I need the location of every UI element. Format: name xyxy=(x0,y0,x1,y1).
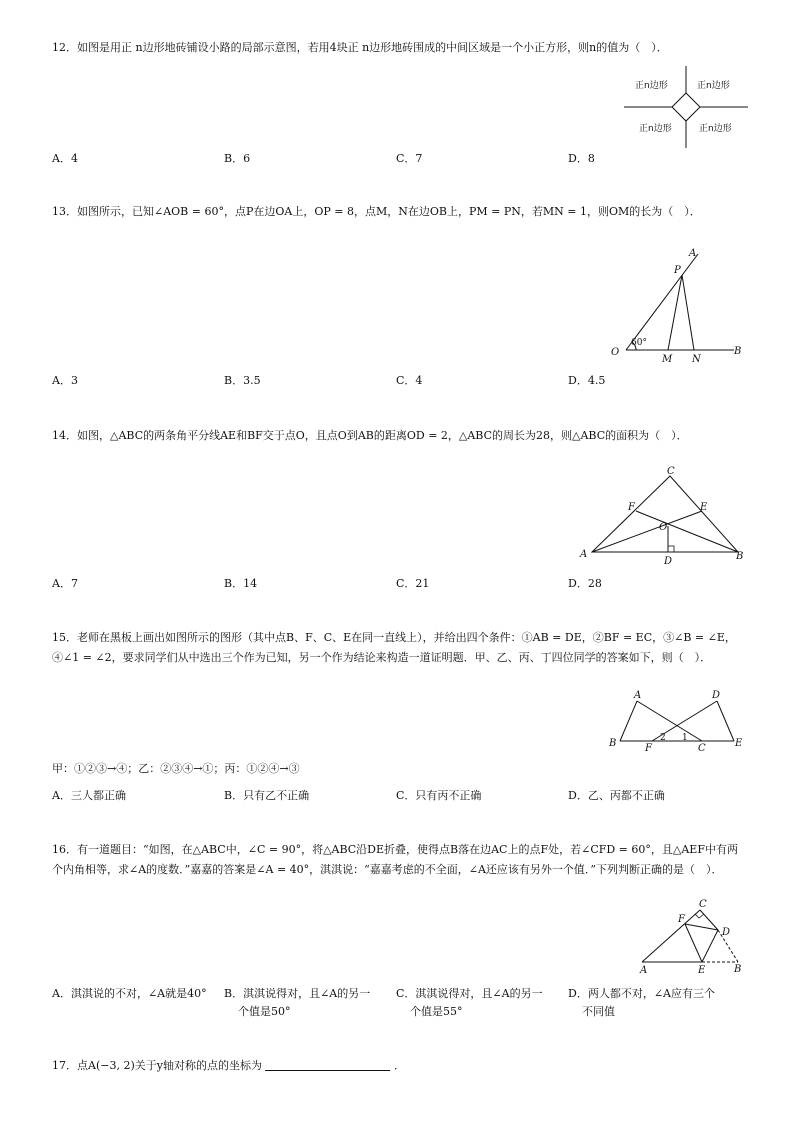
q17-end: ． xyxy=(393,1059,405,1072)
option-a: A．7 xyxy=(52,577,78,590)
label-n: N xyxy=(692,354,701,365)
option-b: B．3.5 xyxy=(224,374,261,387)
label-b: B xyxy=(734,346,742,357)
label-c: C xyxy=(698,743,706,754)
q15-answers: 甲：①②③→④；乙：②③④→①；丙：①②④→③ xyxy=(52,762,300,775)
label-a: A xyxy=(640,965,648,976)
center-square xyxy=(672,93,700,121)
option-d xyxy=(568,985,738,1021)
option-a: A．三人都正确 xyxy=(52,789,126,802)
option-c: C．21 xyxy=(396,577,430,590)
option-a xyxy=(52,985,222,1003)
option-b-line1: B．淇淇说得对，且∠A的另一 xyxy=(224,987,371,1000)
option-d: D．乙、丙都不正确 xyxy=(568,789,665,802)
q15-triangles-figure xyxy=(604,684,754,754)
tile-label: 正n边形 xyxy=(639,124,672,134)
option-b: B．6 xyxy=(224,152,251,165)
option-d: D．28 xyxy=(568,577,602,590)
question-16-stem: 16．有一道题目：“如图，在△ABC中，∠C = 90°，将△ABC沿DE折叠，使得点B落在边AC上的点F处，若∠CFD = 60°，且△AEF中有两个内角相等，求∠A的度数．”嘉嘉的答案是∠A = 40°，淇淇说：“嘉嘉考虑的不全面，∠A还应该有另外一个值．”下列判断正确的是（ ）． xyxy=(52,843,738,876)
option-b: B．只有乙不正确 xyxy=(224,789,310,802)
option-d: D．4.5 xyxy=(568,374,606,387)
option-c-line1: C．淇淇说得对，且∠A的另一 xyxy=(396,987,543,1000)
tile-label: 正n边形 xyxy=(635,81,668,91)
q13-angle-figure xyxy=(606,244,756,366)
label-f: F xyxy=(628,502,635,513)
label-m: M xyxy=(662,354,673,365)
question-14-stem: 14．如图，△ABC的两条角平分线AE和BF交于点O，且点O到AB的距离OD = 2，△ABC的周长为28，则△ABC的面积为（ ）． xyxy=(52,429,688,442)
option-b: B．14 xyxy=(224,577,258,590)
label-d: D xyxy=(712,690,721,701)
option-a: A．3 xyxy=(52,374,78,387)
label-b: B xyxy=(736,551,744,562)
answer-blank[interactable] xyxy=(265,1058,390,1071)
label-a: A xyxy=(634,690,642,701)
option-b xyxy=(224,985,394,1021)
label-b: B xyxy=(734,964,742,975)
label-d: D xyxy=(664,556,673,567)
option-c xyxy=(396,985,566,1021)
option-c-line2: 个值是55° xyxy=(410,1005,463,1018)
label-a: A xyxy=(689,248,697,259)
label-o: O xyxy=(659,522,668,533)
label-e: E xyxy=(735,738,743,749)
label-f: F xyxy=(678,914,685,925)
tile-label: 正n边形 xyxy=(697,81,730,91)
option-c: C．4 xyxy=(396,374,423,387)
option-d-line2: 不同值 xyxy=(582,1005,615,1018)
label-angle-60: 60° xyxy=(631,338,647,348)
q12-tile-figure xyxy=(624,66,748,148)
tile-label: 正n边形 xyxy=(699,124,732,134)
q17-text: 17．点A(−3, 2)关于y轴对称的点的坐标为 xyxy=(52,1059,262,1072)
option-c: C．7 xyxy=(396,152,423,165)
label-e: E xyxy=(700,502,708,513)
label-c: C xyxy=(667,466,675,477)
option-b-line2: 个值是50° xyxy=(238,1005,291,1018)
question-15-stem: 15．老师在黑板上画出如图所示的图形（其中点B、F、C、E在同一直线上），并给出四个条件：①AB = DE，②BF = EC，③∠B = ∠E，④∠1 = ∠2，要求同学们从中选出三个作为已知，另一个作为结论来构造一道证明题．甲、乙、丙、丁四位同学的答案如下，则（ ）． xyxy=(52,631,736,664)
option-a: A．4 xyxy=(52,152,78,165)
label-b: B xyxy=(609,738,617,749)
question-13-stem: 13．如图所示，已知∠AOB = 60°，点P在边OA上，OP = 8，点M，N在边OB上，PM = PN，若MN = 1，则OM的长为（ ）． xyxy=(52,205,701,218)
label-e: E xyxy=(698,965,706,976)
question-12-stem: 12．如图是用正 n边形地砖铺设小路的局部示意图，若用4块正 n边形地砖围成的中间区域是一个小正方形，则n的值为（ ）． xyxy=(52,41,668,54)
option-d: D．8 xyxy=(568,152,595,165)
option-d-line1: D．两人都不对，∠A应有三个 xyxy=(568,987,715,1000)
question-17-stem xyxy=(52,1056,742,1076)
label-p: P xyxy=(674,265,681,276)
label-a: A xyxy=(580,549,588,560)
label-f: F xyxy=(645,743,652,754)
label-angle-2: 2 xyxy=(660,733,666,743)
option-c: C．只有丙不正确 xyxy=(396,789,482,802)
q16-fold-figure xyxy=(630,898,750,976)
label-c: C xyxy=(699,899,707,910)
label-angle-1: 1 xyxy=(682,733,688,743)
option-a-line1: A．淇淇说的不对，∠A就是40° xyxy=(52,987,207,1000)
q14-triangle-figure xyxy=(576,466,746,572)
label-d: D xyxy=(722,927,731,938)
label-o: O xyxy=(611,347,620,358)
